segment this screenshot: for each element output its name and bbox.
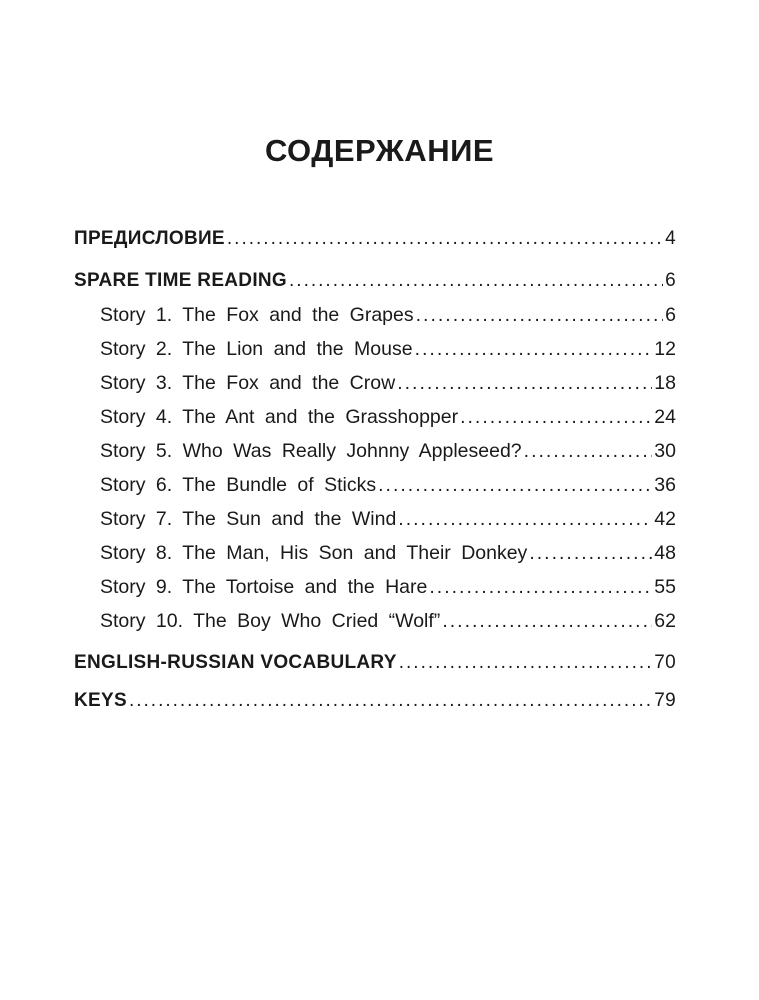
dot-leader: [129, 684, 652, 718]
toc-entry-label: Story 10. The Boy Who Cried “Wolf”: [100, 610, 441, 632]
toc-page-number: 24: [654, 406, 676, 428]
toc-entry-label: Story 6. The Bundle of Sticks: [100, 474, 377, 496]
toc-page-number: 55: [654, 576, 676, 598]
toc-entry-story-10[interactable]: [74, 604, 676, 638]
toc-entry-label: Story 5. Who Was Really Johnny Appleseed?: [100, 440, 522, 462]
table-of-contents: [74, 222, 676, 718]
toc-entry-label: Story 8. The Man, His Son and Their Donkey: [100, 542, 528, 564]
toc-entry-label: Story 1. The Fox and the Grapes: [100, 304, 414, 326]
toc-page-number: 12: [654, 338, 676, 360]
dot-leader: [415, 332, 653, 366]
toc-entry-label: Story 9. The Tortoise and the Hare: [100, 576, 428, 598]
dot-leader: [442, 604, 652, 638]
toc-page-number: 6: [665, 270, 676, 291]
toc-page-number: 42: [654, 508, 676, 530]
toc-page-number: 70: [654, 652, 676, 673]
toc-page-number: 62: [654, 610, 676, 632]
toc-entry-label: KEYS: [74, 690, 127, 711]
toc-entry-keys[interactable]: [74, 684, 676, 718]
dot-leader: [460, 400, 652, 434]
toc-page-number: 18: [654, 372, 676, 394]
toc-page-number: 48: [654, 542, 676, 564]
dot-leader: [429, 570, 652, 604]
toc-entry-vocabulary[interactable]: [74, 646, 676, 680]
toc-entry-story-3[interactable]: [74, 366, 676, 400]
toc-entry-preface[interactable]: [74, 222, 676, 256]
toc-entry-label: ENGLISH-RUSSIAN VOCABULARY: [74, 652, 397, 673]
toc-entry-story-5[interactable]: [74, 434, 676, 468]
dot-leader: [397, 366, 652, 400]
dot-leader: [378, 468, 652, 502]
dot-leader: [524, 434, 653, 468]
page-title: СОДЕРЖАНИЕ: [264, 132, 495, 168]
toc-entry-story-1[interactable]: [74, 298, 676, 332]
dot-leader: [399, 646, 653, 680]
toc-entry-label: Story 7. The Sun and the Wind: [100, 508, 397, 530]
toc-entry-label: ПРЕДИСЛОВИЕ: [74, 228, 225, 249]
toc-entry-spare-time-reading[interactable]: [74, 264, 676, 298]
toc-entry-label: Story 4. The Ant and the Grasshopper: [100, 406, 459, 428]
toc-page-number: 36: [654, 474, 676, 496]
toc-page-number: 6: [665, 304, 676, 326]
dot-leader: [529, 536, 652, 570]
toc-entry-label: SPARE TIME READING: [74, 270, 288, 291]
dot-leader: [416, 298, 664, 332]
dot-leader: [289, 264, 663, 298]
toc-entry-story-7[interactable]: [74, 502, 676, 536]
toc-entry-label: Story 3. The Fox and the Crow: [100, 372, 396, 394]
toc-page-number: 4: [665, 228, 676, 249]
toc-page-number: 30: [654, 440, 676, 462]
toc-entry-label: Story 2. The Lion and the Mouse: [100, 338, 413, 360]
toc-entry-story-9[interactable]: [74, 570, 676, 604]
toc-entry-story-4[interactable]: [74, 400, 676, 434]
dot-leader: [398, 502, 652, 536]
toc-entry-story-6[interactable]: [74, 468, 676, 502]
dot-leader: [227, 222, 663, 256]
toc-page-number: 79: [654, 690, 676, 711]
toc-entry-story-2[interactable]: [74, 332, 676, 366]
toc-entry-story-8[interactable]: [74, 536, 676, 570]
